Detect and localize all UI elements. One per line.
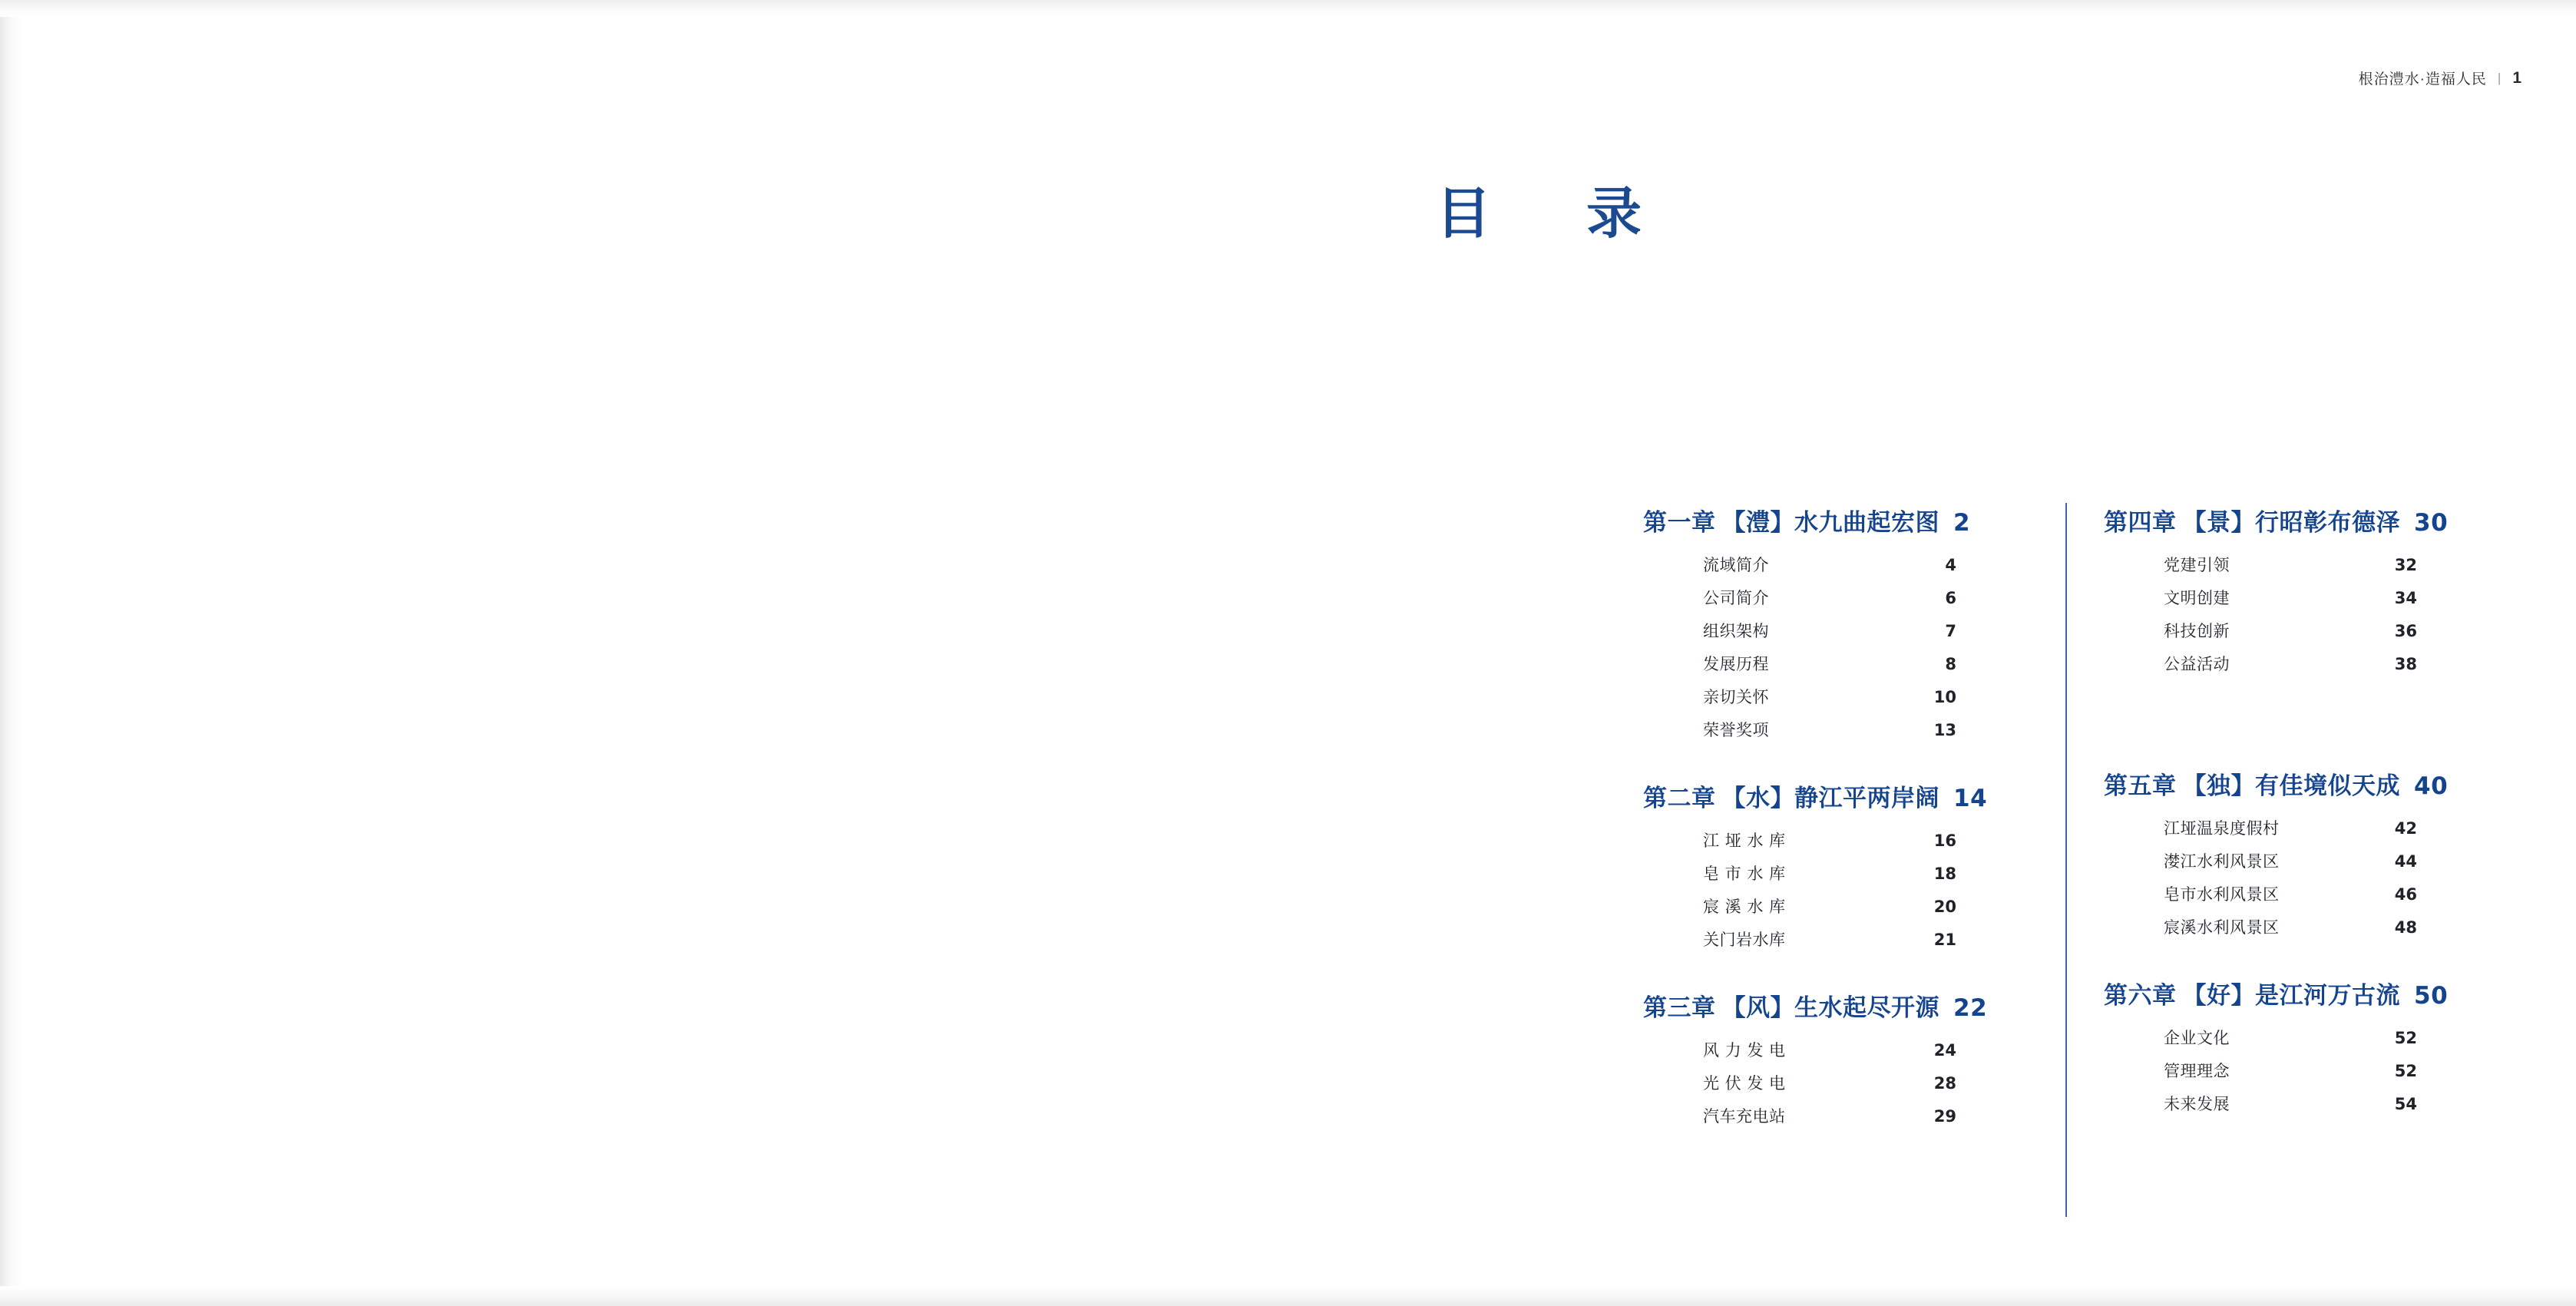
subitem-page: 46	[2394, 885, 2417, 904]
subitem-page: 7	[1945, 622, 1956, 640]
list-item[interactable]	[1703, 932, 1956, 948]
subitem-page: 4	[1945, 556, 1956, 574]
list-item[interactable]	[1703, 689, 1956, 706]
subitem-label: 江垭温泉度假村	[2164, 819, 2280, 838]
list-item[interactable]	[2164, 590, 2417, 607]
subitem-page: 16	[1933, 832, 1956, 850]
chapter-title: 【景】行昭彰布德泽	[2182, 509, 2400, 537]
toc-chapter-heading[interactable]	[2104, 766, 2472, 801]
subitem-page: 52	[2394, 1062, 2417, 1080]
chapter-number: 第二章	[1643, 785, 1716, 812]
list-item[interactable]	[2164, 1096, 2417, 1113]
subitem-label: 流域简介	[1703, 556, 1769, 574]
subitem-label: 汽车充电站	[1703, 1107, 1786, 1126]
chapter-number: 第六章	[2104, 982, 2177, 1010]
page-title: 目 录	[1436, 181, 1662, 246]
subitem-label: 管理理念	[2164, 1062, 2230, 1080]
subitem-label: 江 垭 水 库	[1703, 832, 1786, 850]
subitem-page: 20	[1933, 898, 1956, 916]
toc-chapter[interactable]	[1643, 988, 2012, 1125]
list-item[interactable]	[2164, 623, 2417, 640]
subitem-page: 38	[2394, 655, 2417, 673]
toc-subitem-list	[1643, 1043, 2012, 1125]
toc-subitem-list	[2104, 1030, 2472, 1113]
subitem-label: 亲切关怀	[1703, 688, 1769, 706]
running-header-text: 根治澧水·造福人民	[2358, 71, 2487, 88]
list-item[interactable]	[1703, 656, 1956, 673]
chapter-number: 第三章	[1643, 994, 1716, 1022]
subitem-page: 8	[1945, 655, 1956, 673]
list-item[interactable]	[1703, 722, 1956, 739]
toc-column-left	[1643, 503, 2058, 1125]
subitem-label: 公益活动	[2164, 655, 2230, 673]
list-item[interactable]	[2164, 656, 2417, 673]
list-item[interactable]	[1703, 866, 1956, 882]
page-top-shading	[0, 0, 2576, 17]
chapter-number: 第五章	[2104, 772, 2177, 800]
subitem-label: 皂 市 水 库	[1703, 865, 1786, 883]
subitem-label: 党建引领	[2164, 556, 2230, 574]
subitem-page: 6	[1945, 589, 1956, 607]
chapter-page: 22	[1953, 994, 1988, 1022]
subitem-label: 发展历程	[1703, 655, 1769, 673]
toc-subitem-list	[1643, 833, 2012, 948]
subitem-page: 32	[2394, 556, 2417, 574]
subitem-page: 48	[2394, 918, 2417, 937]
page-bottom-shading	[0, 1286, 2576, 1306]
subitem-label: 宸溪水利风景区	[2164, 918, 2280, 937]
toc-subitem-list	[2104, 821, 2472, 936]
toc-chapter[interactable]	[1643, 503, 2012, 739]
list-item[interactable]	[1703, 1109, 1956, 1125]
chapter-title: 【风】生水起尽开源	[1721, 994, 1939, 1022]
toc-column-right	[2058, 503, 2472, 1113]
subitem-page: 36	[2394, 622, 2417, 640]
table-of-contents	[1643, 503, 2526, 1125]
list-item[interactable]	[2164, 557, 2417, 574]
running-header-separator: |	[2497, 70, 2502, 85]
toc-chapter-heading[interactable]	[2104, 503, 2472, 537]
subitem-page: 54	[2394, 1095, 2417, 1113]
chapter-title: 【水】静江平两岸阔	[1721, 785, 1939, 812]
chapter-page: 2	[1953, 509, 1971, 537]
toc-chapter-heading[interactable]	[1643, 988, 2012, 1023]
chapter-page: 40	[2414, 772, 2449, 800]
list-item[interactable]	[1703, 833, 1956, 849]
chapter-page: 30	[2414, 509, 2449, 537]
subitem-page: 18	[1933, 865, 1956, 883]
subitem-label: 宸 溪 水 库	[1703, 898, 1786, 916]
toc-subitem-list	[1643, 557, 2012, 739]
list-item[interactable]	[2164, 854, 2417, 870]
chapter-page: 14	[1953, 785, 1988, 812]
chapter-title: 【澧】水九曲起宏图	[1721, 509, 1939, 537]
list-item[interactable]	[1703, 899, 1956, 915]
list-item[interactable]	[1703, 1043, 1956, 1059]
subitem-label: 未来发展	[2164, 1095, 2230, 1113]
toc-chapter[interactable]	[2104, 766, 2472, 936]
toc-chapter[interactable]	[2104, 976, 2472, 1113]
subitem-label: 公司简介	[1703, 589, 1769, 607]
toc-chapter-heading[interactable]	[1643, 503, 2012, 537]
list-item[interactable]	[1703, 1076, 1956, 1092]
list-item[interactable]	[2164, 821, 2417, 837]
toc-subitem-list	[2104, 557, 2472, 673]
subitem-label: 组织架构	[1703, 622, 1769, 640]
subitem-page: 21	[1933, 931, 1956, 949]
running-header	[2359, 68, 2522, 88]
subitem-label: 皂市水利风景区	[2164, 885, 2280, 904]
subitem-label: 荣誉奖项	[1703, 721, 1769, 739]
list-item[interactable]	[1703, 590, 1956, 607]
subitem-page: 34	[2394, 589, 2417, 607]
subitem-page: 10	[1933, 688, 1956, 706]
list-item[interactable]	[2164, 1030, 2417, 1046]
subitem-label: 企业文化	[2164, 1029, 2230, 1047]
chapter-title: 【独】有佳境似天成	[2182, 772, 2400, 800]
subitem-page: 29	[1933, 1107, 1956, 1126]
chapter-number: 第一章	[1643, 509, 1716, 537]
subitem-page: 52	[2394, 1029, 2417, 1047]
list-item[interactable]	[2164, 920, 2417, 936]
list-item[interactable]	[2164, 1063, 2417, 1080]
subitem-page: 44	[2394, 852, 2417, 871]
subitem-label: 漤江水利风景区	[2164, 852, 2280, 871]
toc-chapter[interactable]	[2104, 503, 2472, 673]
toc-chapter[interactable]	[1643, 779, 2012, 948]
subitem-page: 42	[2394, 819, 2417, 838]
toc-chapter-heading[interactable]	[1643, 779, 2012, 813]
subitem-label: 风 力 发 电	[1703, 1041, 1786, 1060]
subitem-label: 关门岩水库	[1703, 931, 1786, 949]
list-item[interactable]	[1703, 623, 1956, 640]
page-number: 1	[2512, 68, 2522, 87]
chapter-page: 50	[2414, 982, 2449, 1010]
subitem-page: 13	[1933, 721, 1956, 739]
chapter-number: 第四章	[2104, 509, 2177, 537]
subitem-label: 光 伏 发 电	[1703, 1074, 1786, 1093]
chapter-title: 【好】是江河万古流	[2182, 982, 2400, 1010]
toc-chapter-heading[interactable]	[2104, 976, 2472, 1010]
subitem-page: 28	[1933, 1074, 1956, 1093]
list-item[interactable]	[1703, 557, 1956, 574]
subitem-label: 文明创建	[2164, 589, 2230, 607]
subitem-page: 24	[1933, 1041, 1956, 1060]
subitem-label: 科技创新	[2164, 622, 2230, 640]
list-item[interactable]	[2164, 887, 2417, 903]
page-gutter-shading	[0, 0, 23, 1306]
